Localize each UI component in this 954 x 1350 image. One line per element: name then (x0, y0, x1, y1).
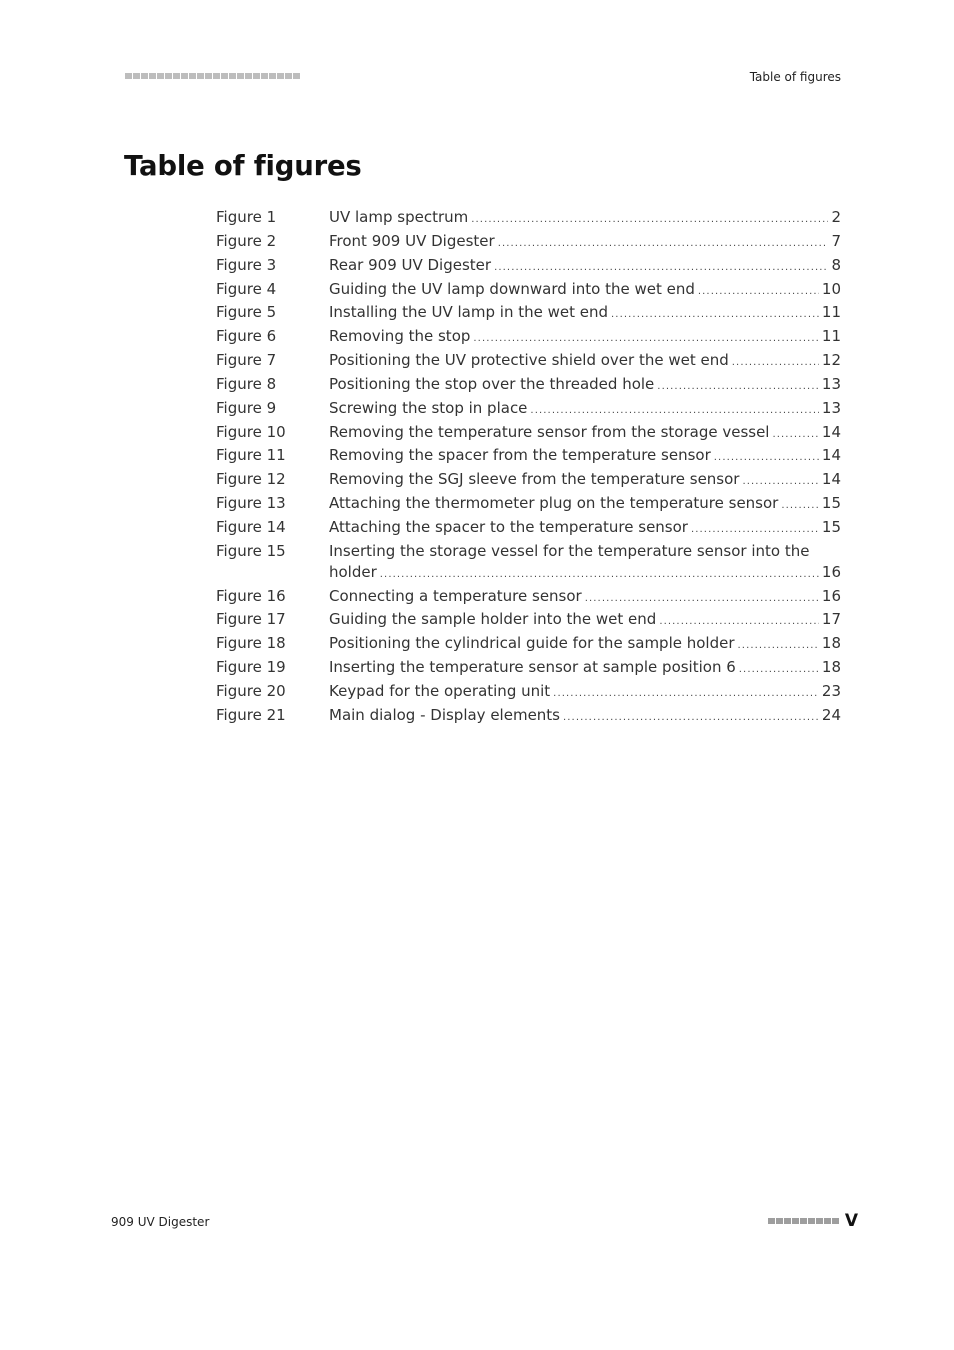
toc-entry[interactable] (216, 609, 841, 633)
page-number: 11 (821, 303, 841, 322)
page-number: 16 (821, 562, 841, 581)
toc-entry[interactable] (216, 517, 841, 541)
page-number: 13 (821, 374, 841, 393)
figure-label: Figure 11 (216, 446, 286, 465)
caption-text: Positioning the cylindrical guide for the sample holder (329, 634, 735, 653)
caption-text: Inserting the temperature sensor at sample position 6 (329, 658, 736, 677)
caption-line (329, 469, 841, 493)
toc-entry[interactable] (216, 231, 841, 255)
figure-caption (329, 350, 841, 374)
caption-text: Guiding the UV lamp downward into the wet end (329, 279, 695, 298)
caption-text: Installing the UV lamp in the wet end (329, 303, 609, 322)
caption-line (329, 422, 841, 446)
figure-caption (329, 231, 841, 255)
toc-entry[interactable] (216, 469, 841, 493)
figure-caption (329, 609, 841, 633)
figure-label: Figure 4 (216, 279, 277, 298)
caption-text: Keypad for the operating unit (329, 681, 551, 700)
toc-entry[interactable] (216, 541, 841, 586)
caption-text: Main dialog - Display elements (329, 705, 560, 724)
page-title: Table of figures (124, 150, 362, 182)
caption-line (329, 586, 841, 610)
figure-caption (329, 705, 841, 729)
caption-text: holder (329, 562, 377, 581)
dot-leader (781, 496, 819, 517)
caption-text: Removing the SGJ sleeve from the temperature sensor (329, 470, 740, 489)
toc-entry[interactable] (216, 374, 841, 398)
toc-entry[interactable] (216, 422, 841, 446)
page-number: 12 (821, 351, 841, 370)
page-number: 23 (821, 681, 841, 700)
header-section-title: Table of figures (749, 70, 841, 84)
caption-text: Removing the spacer from the temperature sensor (329, 446, 711, 465)
caption-text: Screwing the stop in place (329, 398, 528, 417)
caption-line (329, 350, 841, 374)
caption-line (329, 517, 841, 541)
caption-text: Rear 909 UV Digester (329, 255, 492, 274)
toc-entry[interactable] (216, 633, 841, 657)
dot-leader (772, 425, 818, 446)
figure-caption (329, 279, 841, 303)
caption-text: Positioning the stop over the threaded hole (329, 374, 655, 393)
toc-entry[interactable] (216, 705, 841, 729)
figure-label: Figure 19 (216, 658, 286, 677)
caption-text: Connecting a temperature sensor (329, 586, 582, 605)
dot-leader (530, 401, 818, 422)
page-number: 15 (821, 517, 841, 536)
dot-leader (739, 660, 819, 681)
caption-text: Inserting the storage vessel for the temperature sensor into the (329, 541, 810, 560)
figure-label: Figure 1 (216, 208, 277, 226)
figure-caption (329, 493, 841, 517)
figure-label: Figure 12 (216, 470, 286, 489)
dot-leader (498, 234, 829, 255)
footer-page-number: V (844, 1211, 858, 1231)
page-number: 11 (821, 327, 841, 346)
figure-caption (329, 326, 841, 350)
toc-entry[interactable] (216, 350, 841, 374)
caption-text: Guiding the sample holder into the wet end (329, 610, 657, 629)
toc-entry[interactable] (216, 681, 841, 705)
caption-line (329, 609, 841, 633)
page-number: 15 (821, 494, 841, 513)
caption-line (329, 279, 841, 303)
dot-leader (738, 636, 819, 657)
figure-label: Figure 8 (216, 374, 277, 393)
figure-label: Figure 15 (216, 541, 286, 560)
toc-entry[interactable] (216, 207, 841, 231)
figure-label: Figure 16 (216, 586, 286, 605)
caption-line (329, 562, 841, 586)
dot-leader (714, 448, 819, 469)
toc-entry[interactable] (216, 657, 841, 681)
dot-leader (471, 210, 828, 231)
caption-line (329, 541, 841, 562)
caption-line (329, 657, 841, 681)
page-number: 18 (821, 658, 841, 677)
caption-text: Attaching the spacer to the temperature sensor (329, 517, 688, 536)
footer-page-marker (768, 1211, 858, 1231)
page-number: 14 (821, 446, 841, 465)
caption-line (329, 302, 841, 326)
page-number: 14 (821, 422, 841, 441)
dot-leader (494, 258, 828, 279)
caption-text: UV lamp spectrum (329, 208, 469, 226)
figure-label: Figure 7 (216, 351, 277, 370)
caption-line (329, 493, 841, 517)
dot-leader (691, 520, 819, 541)
dot-leader (380, 565, 819, 586)
page-number: 8 (831, 255, 841, 274)
caption-line (329, 374, 841, 398)
figure-label: Figure 2 (216, 231, 277, 250)
caption-line (329, 398, 841, 422)
figure-caption (329, 374, 841, 398)
figure-caption (329, 586, 841, 610)
figure-label: Figure 13 (216, 494, 286, 513)
dot-leader (553, 684, 819, 705)
page-number: 2 (831, 208, 841, 226)
caption-line (329, 445, 841, 469)
figure-label: Figure 3 (216, 255, 277, 274)
caption-line (329, 705, 841, 729)
page-number: 7 (831, 231, 841, 250)
figure-caption (329, 255, 841, 279)
dot-leader (563, 708, 819, 729)
caption-text: Attaching the thermometer plug on the temperature sensor (329, 494, 779, 513)
page-number: 18 (821, 634, 841, 653)
figure-caption (329, 633, 841, 657)
figure-caption (329, 422, 841, 446)
page-number: 16 (821, 586, 841, 605)
footer-decorative-bar (768, 1218, 839, 1224)
toc-entry[interactable] (216, 279, 841, 303)
caption-line (329, 326, 841, 350)
figure-label: Figure 6 (216, 327, 277, 346)
header-decorative-bar (125, 73, 300, 79)
dot-leader (698, 282, 819, 303)
figure-label: Figure 5 (216, 303, 277, 322)
figure-caption (329, 681, 841, 705)
figure-caption (329, 398, 841, 422)
page-number: 24 (821, 705, 841, 724)
figure-caption (329, 302, 841, 326)
figure-label: Figure 18 (216, 634, 286, 653)
dot-leader (611, 305, 819, 326)
figure-caption (329, 469, 841, 493)
page-number: 10 (821, 279, 841, 298)
toc-entry[interactable] (216, 586, 841, 610)
toc-entry[interactable] (216, 255, 841, 279)
caption-line (329, 633, 841, 657)
toc-entry[interactable] (216, 493, 841, 517)
toc-entry[interactable] (216, 445, 841, 469)
dot-leader (657, 377, 819, 398)
footer-document-title: 909 UV Digester (111, 1215, 210, 1229)
caption-line (329, 681, 841, 705)
figure-caption (329, 517, 841, 541)
dot-leader (659, 612, 819, 633)
table-of-figures (216, 207, 841, 729)
toc-entry[interactable] (216, 326, 841, 350)
toc-entry[interactable] (216, 302, 841, 326)
caption-line (329, 231, 841, 255)
caption-text: Front 909 UV Digester (329, 231, 495, 250)
page-number: 17 (821, 610, 841, 629)
caption-text: Removing the temperature sensor from the storage vessel (329, 422, 770, 441)
toc-entry[interactable] (216, 398, 841, 422)
page-number: 13 (821, 398, 841, 417)
figure-label: Figure 14 (216, 517, 286, 536)
figure-label: Figure 21 (216, 705, 286, 724)
dot-leader (732, 353, 819, 374)
figure-caption (329, 541, 841, 586)
figure-caption (329, 657, 841, 681)
page-number: 14 (821, 470, 841, 489)
figure-caption (329, 207, 841, 231)
figure-label: Figure 10 (216, 422, 286, 441)
caption-text: Positioning the UV protective shield over the wet end (329, 351, 729, 370)
dot-leader (585, 589, 819, 610)
dot-leader (473, 329, 819, 350)
caption-line (329, 207, 841, 231)
figure-label: Figure 20 (216, 681, 286, 700)
dot-leader (742, 472, 818, 493)
caption-text: Removing the stop (329, 327, 471, 346)
figure-label: Figure 9 (216, 398, 277, 417)
figure-label: Figure 17 (216, 610, 286, 629)
caption-line (329, 255, 841, 279)
figure-caption (329, 445, 841, 469)
